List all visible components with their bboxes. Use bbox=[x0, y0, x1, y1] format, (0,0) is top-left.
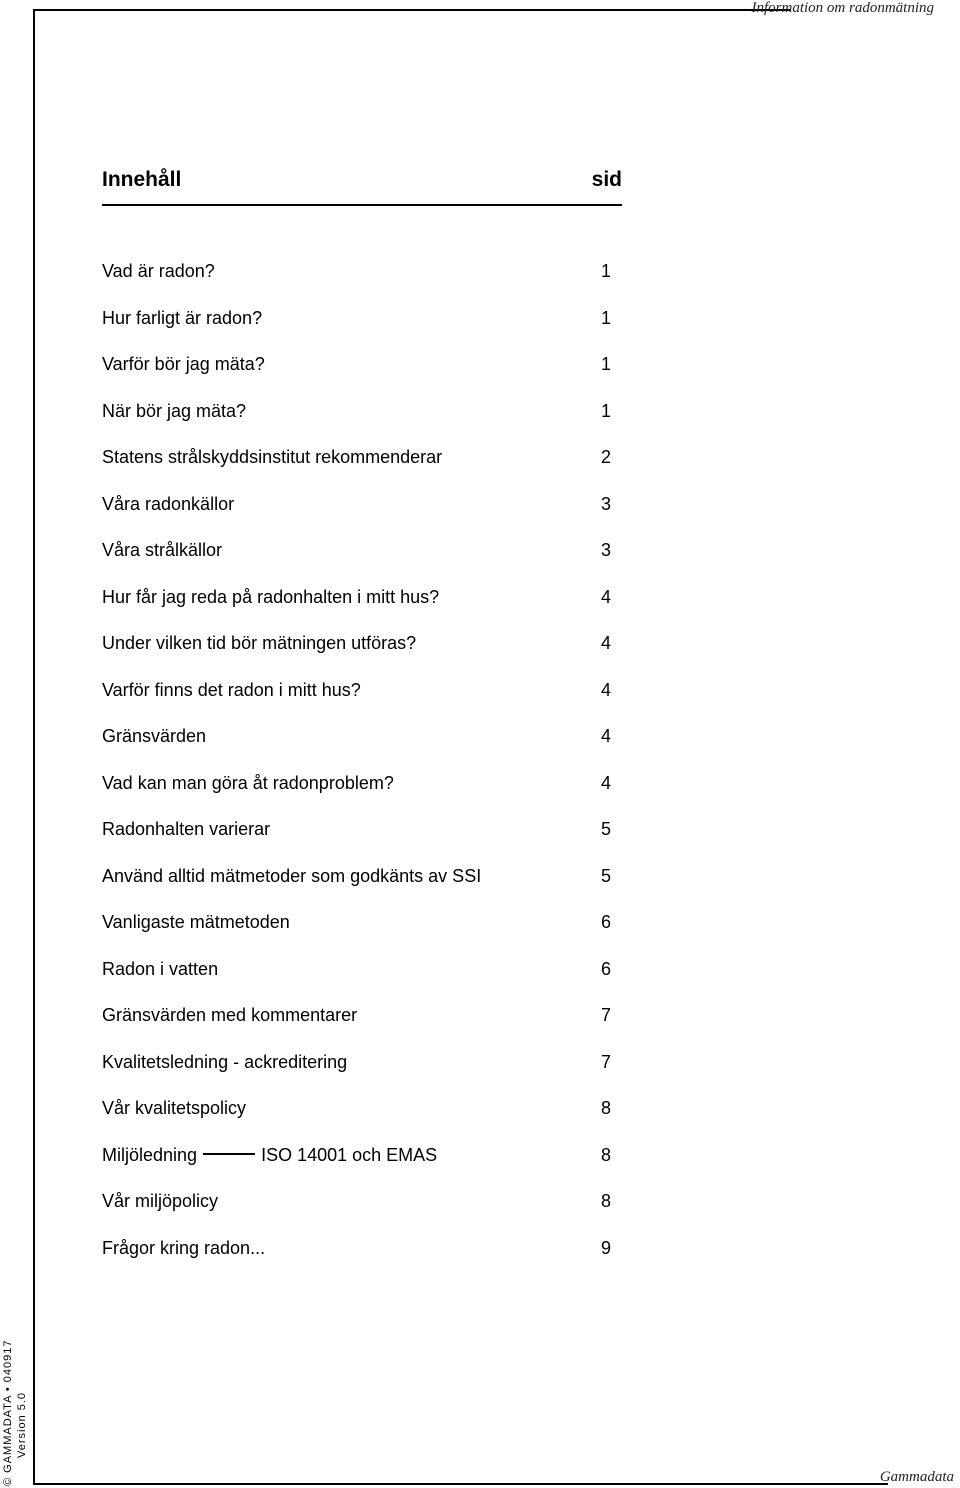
toc-entry[interactable] bbox=[102, 725, 622, 772]
toc-entry[interactable] bbox=[102, 1237, 622, 1284]
toc-entry-title: Hur farligt är radon? bbox=[102, 307, 263, 328]
toc-entry-page: 8 bbox=[601, 1144, 612, 1165]
toc-entry[interactable] bbox=[102, 818, 622, 865]
toc-entry-title: Våra radonkällor bbox=[102, 493, 235, 514]
toc-entry-page: 4 bbox=[601, 679, 612, 700]
toc-list bbox=[102, 260, 622, 1283]
table-of-contents bbox=[102, 168, 622, 1258]
toc-entry-page: 1 bbox=[601, 261, 612, 281]
toc-entry-page: 4 bbox=[601, 772, 612, 793]
toc-entry[interactable] bbox=[102, 1190, 622, 1237]
toc-entry-page: 6 bbox=[601, 912, 612, 932]
toc-entry[interactable] bbox=[102, 493, 622, 540]
toc-entry[interactable] bbox=[102, 958, 622, 1005]
toc-entry-title bbox=[102, 1144, 437, 1166]
toc-entry-page: 1 bbox=[601, 354, 612, 374]
toc-entry[interactable] bbox=[102, 400, 622, 447]
toc-entry[interactable] bbox=[102, 632, 622, 679]
toc-entry[interactable] bbox=[102, 353, 622, 400]
toc-entry-title-part2: ISO 14001 och EMAS bbox=[261, 1144, 438, 1165]
toc-entry-title: När bör jag mäta? bbox=[102, 400, 247, 421]
toc-entry-page: 4 bbox=[601, 633, 612, 653]
toc-entry[interactable] bbox=[102, 1097, 622, 1144]
toc-entry-title: Vår miljöpolicy bbox=[102, 1191, 219, 1211]
toc-entry[interactable] bbox=[102, 1144, 622, 1191]
toc-entry-page: 8 bbox=[601, 1098, 612, 1118]
toc-entry-title: Hur får jag reda på radonhalten i mitt hus? bbox=[102, 586, 440, 607]
toc-entry-title: Vår kvalitetspolicy bbox=[102, 1098, 247, 1118]
page-frame-top-rule bbox=[33, 9, 790, 11]
toc-entry-page: 4 bbox=[601, 586, 612, 607]
toc-entry-page: 7 bbox=[601, 1051, 612, 1072]
toc-entry[interactable] bbox=[102, 865, 622, 912]
toc-entry[interactable] bbox=[102, 772, 622, 819]
toc-entry-title: Varför bör jag mäta? bbox=[102, 354, 265, 374]
toc-header bbox=[102, 168, 622, 206]
toc-entry[interactable] bbox=[102, 911, 622, 958]
toc-entry-title: Vad kan man göra åt radonproblem? bbox=[102, 772, 394, 793]
page-frame-left-rule bbox=[33, 9, 35, 1485]
toc-entry-page: 1 bbox=[601, 400, 612, 421]
toc-entry-title: Vad är radon? bbox=[102, 261, 215, 281]
side-version: Version 5.0 bbox=[16, 1391, 28, 1458]
toc-entry-page: 5 bbox=[601, 819, 612, 839]
toc-entry[interactable] bbox=[102, 586, 622, 633]
toc-entry-title: Radonhalten varierar bbox=[102, 819, 271, 839]
toc-entry-page: 4 bbox=[601, 726, 612, 746]
footer-brand: Gammadata bbox=[879, 1469, 954, 1485]
toc-entry-page: 6 bbox=[601, 958, 612, 979]
running-header: Information om radonmätning bbox=[751, 0, 934, 16]
toc-entry-title: Vanligaste mätmetoden bbox=[102, 912, 290, 932]
toc-entry-page: 3 bbox=[601, 540, 612, 560]
toc-entry[interactable] bbox=[102, 539, 622, 586]
toc-entry-page: 5 bbox=[601, 865, 612, 886]
toc-entry[interactable] bbox=[102, 1051, 622, 1098]
toc-entry-page: 7 bbox=[601, 1005, 612, 1025]
side-copyright: © GAMMADATA • 040917 bbox=[2, 1339, 14, 1486]
toc-entry-page: 1 bbox=[601, 307, 612, 328]
toc-entry-title: Kvalitetsledning - ackreditering bbox=[102, 1051, 348, 1072]
toc-entry-page: 2 bbox=[601, 447, 612, 467]
toc-entry-title: Våra strålkällor bbox=[102, 540, 223, 560]
toc-entry-title: Statens strålskyddsinstitut rekommenderar bbox=[102, 447, 443, 467]
toc-entry-page: 8 bbox=[601, 1191, 612, 1211]
toc-page-heading: sid bbox=[591, 168, 622, 191]
toc-entry-title: Gränsvärden bbox=[102, 726, 207, 746]
toc-entry[interactable] bbox=[102, 260, 622, 307]
toc-entry-title: Gränsvärden med kommentarer bbox=[102, 1005, 358, 1025]
toc-entry-page: 9 bbox=[601, 1237, 612, 1258]
toc-entry-title: Varför finns det radon i mitt hus? bbox=[102, 679, 361, 700]
toc-heading: Innehåll bbox=[102, 168, 182, 191]
toc-entry[interactable] bbox=[102, 307, 622, 354]
toc-entry-title: Radon i vatten bbox=[102, 958, 219, 979]
page-frame-bottom-rule bbox=[33, 1483, 888, 1485]
toc-entry-title: Använd alltid mätmetoder som godkänts av SSI bbox=[102, 865, 482, 886]
toc-entry[interactable] bbox=[102, 679, 622, 726]
em-dash-rule bbox=[203, 1153, 255, 1155]
toc-entry-title: Under vilken tid bör mätningen utföras? bbox=[102, 633, 417, 653]
toc-entry[interactable] bbox=[102, 446, 622, 493]
toc-entry-title-part1: Miljöledning bbox=[102, 1144, 198, 1165]
toc-entry[interactable] bbox=[102, 1004, 622, 1051]
toc-entry-title: Frågor kring radon... bbox=[102, 1237, 266, 1258]
toc-entry-page: 3 bbox=[601, 493, 612, 514]
